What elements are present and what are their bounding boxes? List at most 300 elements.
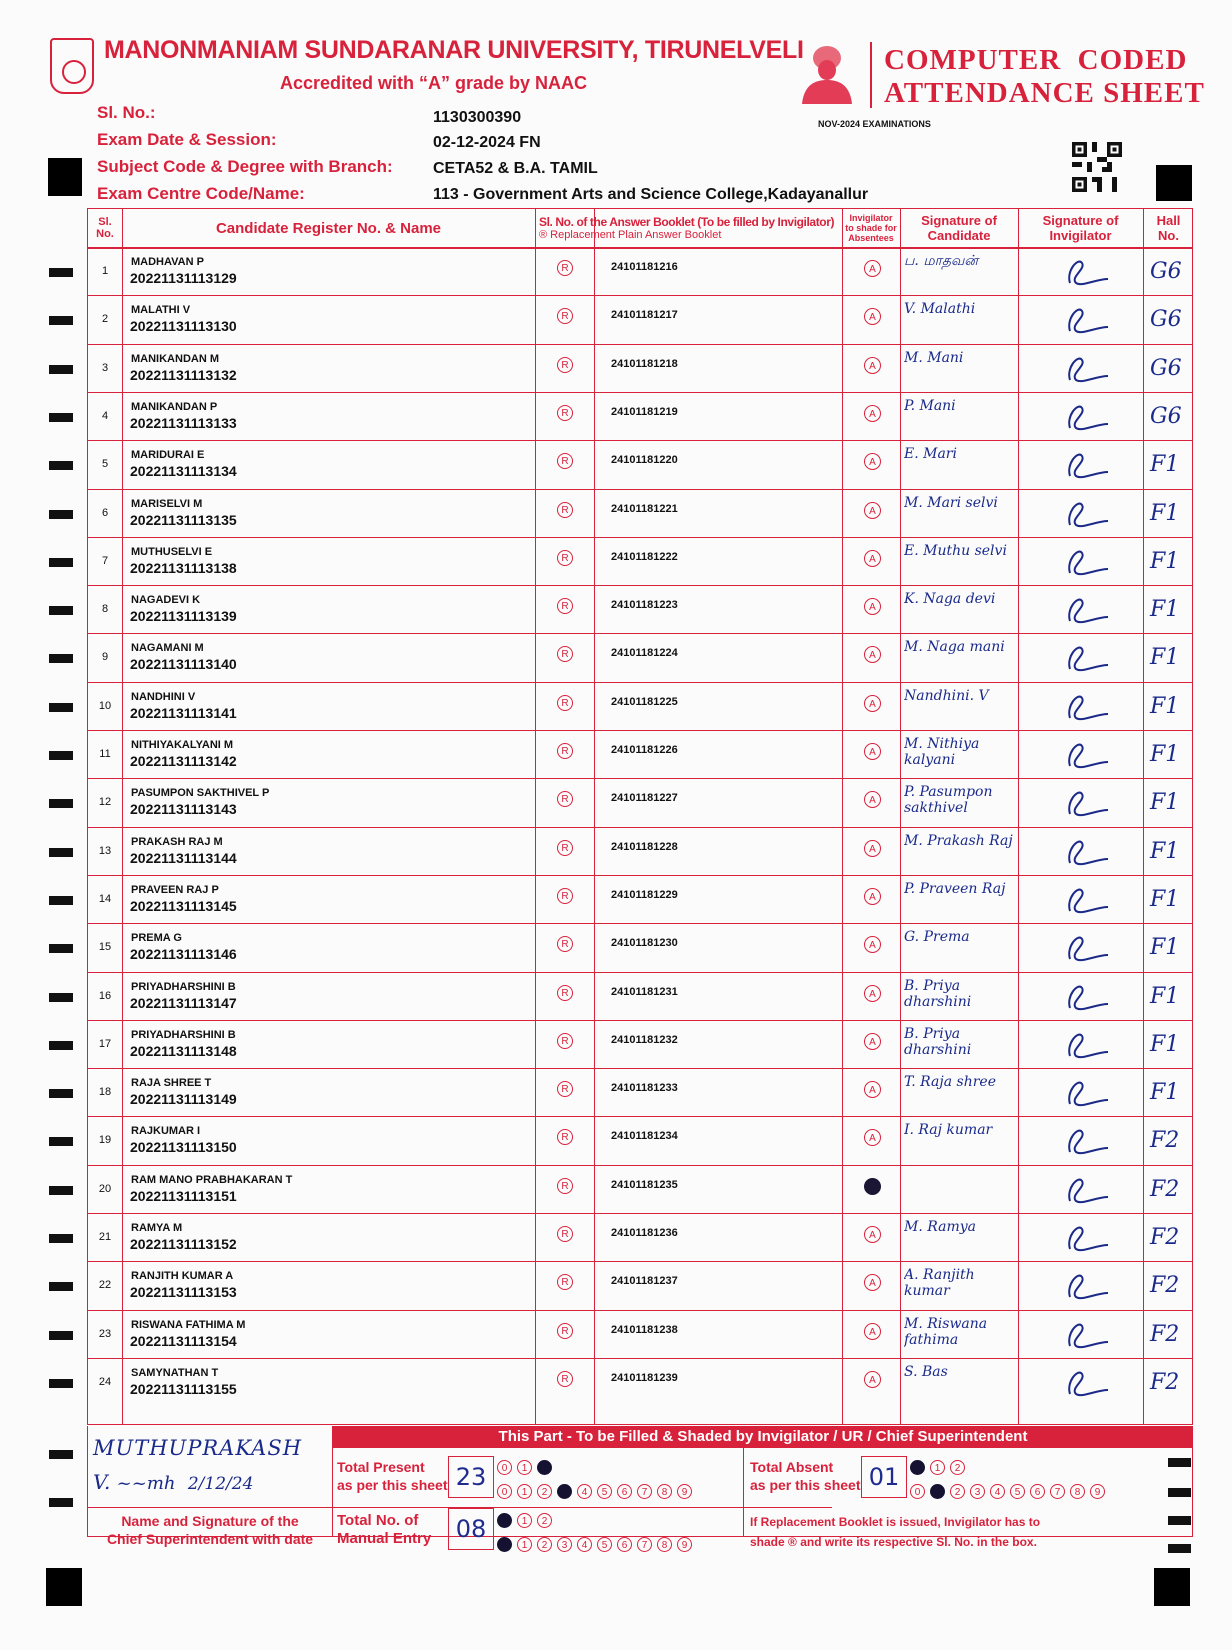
- table-row: [88, 972, 1192, 1020]
- hall-number: F1: [1150, 1031, 1180, 1057]
- candidate-name: PRAVEEN RAJ P: [131, 883, 219, 896]
- candidate-name: MANIKANDAN M: [131, 352, 219, 365]
- register-number: 20221131113151: [130, 1187, 237, 1204]
- row-sl-no: 6: [101, 506, 109, 519]
- absent-bubble[interactable]: [864, 1178, 881, 1195]
- candidate-name: RISWANA FATHIMA M: [131, 1318, 246, 1331]
- candidate-signature: M. Prakash Raj: [904, 832, 1013, 849]
- invigilator-signature-icon: [1056, 1267, 1116, 1303]
- candidate-signature: B. Priya dharshini: [904, 977, 972, 1010]
- candidate-signature: A. Ranjith kumar: [904, 1267, 975, 1300]
- present-units-bubbles[interactable]: 0 1 2 4 5 6 7 8 9: [497, 1482, 697, 1500]
- candidate-signature: P. Mani: [904, 397, 956, 414]
- subject-label: Subject Code & Degree with Branch:: [97, 157, 393, 176]
- table-row: [88, 778, 1192, 826]
- row-sl-no: 13: [98, 844, 112, 857]
- candidate-name: MALATHI V: [131, 304, 191, 317]
- row-sl-no: 16: [98, 989, 112, 1002]
- row-timing-mark: [49, 1450, 73, 1459]
- absent-bubble[interactable]: A: [864, 1129, 881, 1146]
- replacement-bubble[interactable]: R: [557, 357, 573, 373]
- candidate-name: RAMYA M: [131, 1222, 183, 1234]
- replacement-bubble[interactable]: R: [557, 1129, 573, 1145]
- absent-bubble[interactable]: A: [864, 598, 881, 615]
- table-row: [88, 730, 1192, 778]
- absent-bubble[interactable]: A: [864, 888, 881, 905]
- row-timing-mark: [49, 944, 73, 953]
- table-row: [88, 1165, 1192, 1213]
- register-number: 20221131113141: [130, 704, 237, 721]
- absent-bubble[interactable]: A: [864, 1274, 881, 1291]
- row-sl-no: 21: [98, 1231, 112, 1243]
- absent-bubble[interactable]: A: [864, 985, 881, 1002]
- invigilator-signature-icon: [1056, 688, 1116, 724]
- row-timing-mark: [49, 703, 73, 712]
- register-number: 20221131113143: [130, 801, 237, 818]
- register-number: 20221131113150: [130, 1139, 237, 1156]
- invigilator-signature-icon: [1056, 978, 1116, 1014]
- register-number: 20221131113154: [130, 1332, 237, 1349]
- row-sl-no: 1: [101, 265, 109, 277]
- sl-no-value: 1130300390: [433, 109, 522, 126]
- table-row: [88, 344, 1192, 392]
- booklet-number: 24101181223: [611, 599, 678, 612]
- hall-number: F1: [1150, 742, 1180, 767]
- replacement-bubble[interactable]: R: [557, 308, 573, 324]
- row-sl-no: 20: [98, 1182, 112, 1195]
- hall-number: F2: [1150, 1176, 1180, 1202]
- replacement-bubble[interactable]: R: [557, 502, 573, 518]
- candidate-signature: T. Raja shree: [904, 1074, 996, 1091]
- col-header-sl: Sl. No.: [96, 216, 114, 240]
- replacement-bubble[interactable]: R: [557, 743, 573, 759]
- candidate-signature: ப. மாதவன்: [904, 253, 978, 269]
- table-row: [88, 827, 1192, 875]
- row-timing-mark: [49, 1234, 73, 1243]
- register-number: 20221131113130: [130, 318, 237, 335]
- invigilator-signature-icon: [1056, 881, 1116, 917]
- invigilator-signature-icon: [1056, 301, 1116, 337]
- replacement-bubble[interactable]: R: [557, 453, 573, 469]
- invigilator-signature-icon: [1056, 446, 1116, 482]
- row-sl-no: 12: [98, 796, 112, 809]
- booklet-number: 24101181235: [611, 1178, 678, 1191]
- registration-mark: [48, 158, 82, 196]
- manual-units-bubbles[interactable]: 1 2 3 4 5 6 7 8 9: [497, 1535, 697, 1553]
- row-timing-mark: [49, 1041, 73, 1050]
- hall-number: G6: [1150, 307, 1182, 333]
- register-number: 20221131113138: [130, 559, 237, 576]
- table-row: [88, 1310, 1192, 1358]
- row-timing-mark: [49, 993, 73, 1002]
- candidate-name: NAGADEVI K: [131, 594, 201, 607]
- hall-number: F1: [1150, 838, 1180, 864]
- invigilator-signature-icon: [1056, 495, 1116, 531]
- candidate-name: NANDHINI V: [131, 690, 196, 703]
- replacement-bubble[interactable]: R: [557, 1323, 573, 1339]
- accreditation-text: Accredited with “A” grade by NAAC: [280, 73, 588, 93]
- replacement-bubble[interactable]: R: [557, 695, 573, 711]
- exam-date-value: 02-12-2024 FN: [433, 134, 541, 151]
- centre-label: Exam Centre Code/Name:: [97, 184, 305, 203]
- registration-mark: [46, 1568, 82, 1606]
- table-row: [88, 1358, 1192, 1406]
- candidate-signature: P. Pasumpon sakthivel: [904, 784, 993, 817]
- register-number: 20221131113155: [130, 1380, 237, 1397]
- row-sl-no: 8: [101, 603, 109, 616]
- sl-no-label: Sl. No.:: [97, 103, 156, 122]
- absent-bubble[interactable]: A: [864, 1371, 881, 1388]
- register-number: 20221131113135: [130, 511, 237, 528]
- hall-number: F1: [1150, 790, 1180, 816]
- replacement-note: If Replacement Booklet is issued, Invigilator has to shade ® and write its respective Sl. No. in the box.: [750, 1515, 1041, 1549]
- total-present-box[interactable]: 23: [448, 1456, 494, 1498]
- replacement-bubble[interactable]: R: [557, 936, 573, 952]
- register-number: 20221131113134: [130, 463, 237, 480]
- candidate-name: RANJITH KUMAR A: [131, 1270, 234, 1283]
- row-sl-no: 2: [101, 313, 109, 326]
- manual-entry-label: Total No. of Manual Entry: [337, 1512, 432, 1547]
- replacement-bubble[interactable]: R: [557, 1226, 573, 1242]
- absent-bubble[interactable]: A: [864, 840, 881, 857]
- row-timing-mark: [49, 1186, 73, 1195]
- booklet-number: 24101181227: [611, 792, 678, 805]
- absent-bubble[interactable]: A: [864, 260, 881, 277]
- candidate-name: MARIDURAI E: [131, 449, 205, 462]
- absent-tens-bubbles[interactable]: 1 2: [910, 1458, 970, 1476]
- booklet-number: 24101181222: [611, 550, 678, 563]
- candidate-name: RAJA SHREE T: [131, 1077, 212, 1090]
- candidate-name: MADHAVAN P: [131, 256, 204, 268]
- hall-number: F1: [1150, 645, 1180, 671]
- candidate-signature: M. Naga mani: [904, 639, 1005, 656]
- row-sl-no: 7: [101, 554, 109, 567]
- booklet-number: 24101181220: [611, 454, 678, 467]
- candidate-name: SAMYNATHAN T: [131, 1366, 219, 1379]
- invigilator-signature-icon: [1056, 784, 1116, 820]
- hall-number: F1: [1150, 597, 1180, 623]
- invigilator-signature-icon: [1056, 1316, 1116, 1352]
- col-header-hall: Hall No.: [1156, 213, 1181, 243]
- hall-number: F2: [1150, 1369, 1180, 1395]
- row-sl-no: 10: [98, 699, 112, 712]
- booklet-number: 24101181229: [611, 888, 678, 901]
- row-timing-mark: [49, 896, 73, 905]
- table-row: [88, 923, 1192, 971]
- candidate-signature: M. Mani: [904, 349, 964, 366]
- booklet-number: 24101181237: [611, 1275, 678, 1288]
- replacement-bubble[interactable]: R: [557, 1081, 573, 1097]
- absent-bubble[interactable]: A: [864, 405, 881, 422]
- row-timing-mark: [49, 1498, 73, 1507]
- register-number: 20221131113147: [130, 994, 237, 1011]
- table-row: [88, 295, 1192, 343]
- replacement-bubble[interactable]: R: [557, 1274, 573, 1290]
- row-timing-mark: [49, 365, 73, 374]
- invigilator-signature-icon: [1056, 736, 1116, 772]
- chief-superintendent-signature: V. ~~mh 2/12/24: [93, 1470, 254, 1494]
- manual-entry-box[interactable]: 08: [448, 1508, 494, 1550]
- invigilator-signature-icon: [1056, 350, 1116, 386]
- register-number: 20221131113146: [130, 946, 237, 963]
- table-row: [88, 1116, 1192, 1164]
- founder-portrait-icon: [796, 40, 858, 104]
- candidate-signature: K. Naga devi: [904, 591, 996, 608]
- candidate-name: RAJKUMAR I: [131, 1125, 201, 1138]
- booklet-number: 24101181231: [611, 985, 678, 998]
- candidate-name: PRIYADHARSHINI B: [131, 1028, 236, 1041]
- hall-number: F1: [1150, 935, 1180, 961]
- table-row: [88, 489, 1192, 537]
- hall-number: F1: [1150, 983, 1180, 1009]
- table-row: [88, 585, 1192, 633]
- row-timing-mark: [49, 268, 73, 277]
- invigilator-signature-icon: [1056, 833, 1116, 869]
- absent-bubble[interactable]: A: [864, 1323, 881, 1340]
- table-row: [88, 537, 1192, 585]
- replacement-bubble[interactable]: R: [557, 598, 573, 614]
- qr-code-icon: [1072, 142, 1122, 192]
- hall-number: F2: [1150, 1128, 1180, 1154]
- absent-bubble[interactable]: A: [864, 1226, 881, 1243]
- candidate-signature: M. Riswana fathima: [904, 1315, 988, 1348]
- table-row: [88, 633, 1192, 681]
- register-number: 20221131113144: [130, 849, 237, 866]
- invigilator-signature-icon: [1056, 1219, 1116, 1255]
- absent-bubble[interactable]: A: [864, 550, 881, 567]
- row-timing-mark: [49, 848, 73, 857]
- booklet-number: 24101181217: [611, 309, 678, 322]
- absent-bubble[interactable]: A: [864, 357, 881, 374]
- row-timing-mark: [49, 606, 73, 615]
- candidate-signature: P. Praveen Raj: [904, 880, 1006, 897]
- row-timing-mark: [49, 799, 73, 808]
- candidate-name: MANIKANDAN P: [131, 400, 218, 413]
- booklet-number: 24101181238: [611, 1323, 678, 1336]
- candidate-signature: E. Mari: [904, 446, 957, 463]
- candidate-signature: E. Muthu selvi: [904, 542, 1007, 559]
- candidate-signature: M. Nithiya kalyani: [904, 736, 980, 768]
- table-row: [88, 440, 1192, 488]
- absent-bubble[interactable]: A: [864, 308, 881, 325]
- booklet-number: 24101181226: [611, 744, 678, 756]
- exam-series: NOV-2024 EXAMINATIONS: [818, 119, 931, 129]
- hall-number: F1: [1150, 452, 1180, 478]
- hall-number: F1: [1150, 1080, 1180, 1106]
- col-header-absentees: Invigilator to shade for Absentees: [845, 213, 897, 243]
- absent-bubble[interactable]: A: [864, 646, 881, 663]
- total-absent-box[interactable]: 01: [861, 1456, 907, 1498]
- hall-number: F1: [1150, 693, 1180, 719]
- replacement-bubble[interactable]: R: [557, 550, 573, 566]
- row-sl-no: 14: [98, 892, 112, 905]
- row-sl-no: 9: [101, 651, 109, 664]
- row-sl-no: 15: [98, 941, 112, 954]
- absent-units-bubbles[interactable]: 0 2 3 4 5 6 7 8 9: [910, 1482, 1110, 1500]
- booklet-number: 24101181224: [611, 647, 678, 660]
- booklet-number: 24101181236: [611, 1227, 678, 1239]
- attendance-table: [87, 208, 1193, 1425]
- hall-number: F2: [1150, 1321, 1180, 1347]
- absent-bubble[interactable]: A: [864, 453, 881, 470]
- subject-value: CETA52 & B.A. TAMIL: [433, 160, 598, 177]
- booklet-number: 24101181221: [611, 502, 678, 515]
- col-header-candidate: Candidate Register No. & Name: [215, 219, 442, 237]
- hall-number: F1: [1150, 500, 1180, 526]
- candidate-name: MARISELVI M: [131, 497, 203, 510]
- register-number: 20221131113139: [130, 608, 237, 625]
- manual-tens-bubbles[interactable]: 1 2: [497, 1511, 557, 1529]
- absent-bubble[interactable]: A: [864, 502, 881, 519]
- register-number: 20221131113148: [130, 1042, 237, 1059]
- booklet-number: 24101181216: [611, 261, 678, 273]
- table-row: [88, 247, 1192, 295]
- candidate-name: PASUMPON SAKTHIVEL P: [131, 787, 270, 800]
- row-sl-no: 22: [98, 1279, 112, 1292]
- table-row: [88, 1261, 1192, 1309]
- invigilator-signature-icon: [1056, 1026, 1116, 1062]
- centre-value: 113 - Government Arts and Science College,Kadayanallur: [433, 186, 869, 203]
- row-sl-no: 4: [101, 409, 109, 422]
- replacement-bubble[interactable]: R: [557, 1371, 573, 1387]
- row-timing-mark: [49, 1379, 73, 1388]
- replacement-bubble[interactable]: R: [557, 1178, 573, 1194]
- row-sl-no: 23: [98, 1327, 112, 1340]
- invigilator-signature-icon: [1056, 1122, 1116, 1158]
- booklet-number: 24101181232: [611, 1033, 678, 1046]
- replacement-bubble[interactable]: R: [557, 260, 573, 276]
- row-sl-no: 5: [101, 458, 109, 471]
- booklet-number: 24101181239: [611, 1371, 678, 1384]
- hall-number: F1: [1150, 548, 1180, 574]
- university-logo: [50, 38, 94, 94]
- candidate-signature: M. Mari selvi: [904, 494, 998, 511]
- row-sl-no: 18: [98, 1086, 112, 1099]
- chief-signature-date: 2/12/24: [187, 1474, 254, 1494]
- present-tens-bubbles[interactable]: 0 1: [497, 1458, 557, 1476]
- header-divider: [870, 42, 872, 108]
- invigilator-signature-icon: [1056, 639, 1116, 675]
- sheet-title: [884, 44, 1205, 110]
- register-number: 20221131113149: [130, 1091, 237, 1108]
- candidate-name: PRAKASH RAJ M: [131, 835, 223, 848]
- registration-mark: [1154, 1568, 1190, 1606]
- absent-bubble[interactable]: A: [864, 1033, 881, 1050]
- invigilator-signature-icon: [1056, 1364, 1116, 1400]
- absent-bubble[interactable]: A: [864, 1081, 881, 1098]
- chief-superintendent-name: MUTHUPRAKASH: [93, 1436, 303, 1460]
- chief-label: Name and Signature of the Chief Superintendent with date: [106, 1513, 314, 1547]
- invigilator-signature-icon: [1056, 591, 1116, 627]
- row-timing-mark: [49, 1331, 73, 1340]
- hall-number: G6: [1150, 403, 1182, 429]
- replacement-bubble[interactable]: R: [557, 646, 573, 662]
- candidate-signature: I. Raj kumar: [904, 1122, 993, 1139]
- footer-timing-mark: [1168, 1544, 1191, 1553]
- row-sl-no: 11: [99, 748, 111, 760]
- booklet-number: 24101181228: [611, 840, 678, 853]
- candidate-name: MUTHUSELVI E: [131, 545, 213, 558]
- replacement-bubble[interactable]: R: [557, 888, 573, 904]
- university-name: MANONMANIAM SUNDARANAR UNIVERSITY, TIRUNELVELI: [104, 36, 804, 64]
- candidate-signature: S. Bas: [904, 1363, 948, 1380]
- register-number: 20221131113152: [130, 1236, 237, 1252]
- candidate-signature: V. Malathi: [904, 301, 976, 318]
- row-sl-no: 17: [98, 1037, 112, 1050]
- replacement-bubble[interactable]: R: [557, 840, 573, 856]
- absent-bubble[interactable]: A: [864, 936, 881, 953]
- total-present-label: Total Present as per this sheet: [337, 1459, 448, 1493]
- registration-mark: [1156, 165, 1192, 201]
- row-timing-mark: [49, 1089, 73, 1098]
- booklet-number: 24101181218: [611, 357, 678, 370]
- candidate-signature: [904, 1171, 1016, 1211]
- register-number: 20221131113142: [130, 753, 237, 769]
- replacement-bubble[interactable]: R: [557, 405, 573, 421]
- candidate-name: PREMA G: [131, 932, 182, 945]
- replacement-bubble[interactable]: R: [557, 791, 573, 807]
- table-row: [88, 1020, 1192, 1068]
- booklet-number: 24101181219: [611, 405, 678, 418]
- row-timing-mark: [49, 1137, 73, 1146]
- table-row: [88, 392, 1192, 440]
- candidate-signature: Nandhini. V: [904, 687, 989, 704]
- sheet-title-line-2: ATTENDANCE SHEET: [884, 77, 1205, 109]
- row-timing-mark: [49, 461, 73, 470]
- row-sl-no: 24: [98, 1375, 112, 1388]
- replacement-bubble[interactable]: R: [557, 1033, 573, 1049]
- hall-number: F2: [1150, 1273, 1180, 1299]
- sheet-title-line-1: COMPUTER CODED: [884, 44, 1188, 76]
- footer-band: This Part - To be Filled & Shaded by Invigilator / UR / Chief Superintendent: [333, 1426, 1193, 1448]
- row-timing-mark: [49, 751, 73, 760]
- row-sl-no: 3: [101, 361, 109, 374]
- exam-date-label: Exam Date & Session:: [97, 130, 277, 149]
- booklet-number: 24101181234: [611, 1130, 678, 1143]
- register-number: 20221131113145: [130, 897, 237, 914]
- hall-number: F1: [1150, 886, 1180, 912]
- row-timing-mark: [49, 1282, 73, 1291]
- invigilator-signature-icon: [1056, 929, 1116, 965]
- register-number: 20221131113132: [130, 366, 237, 383]
- booklet-number: 24101181233: [611, 1082, 678, 1095]
- table-row: [88, 682, 1192, 730]
- col-header-booklet: Sl. No. of the Answer Booklet (To be filled by Invigilator) ® Replacement Plain Answer Booklet: [539, 215, 835, 241]
- booklet-number: 24101181225: [611, 695, 678, 708]
- table-row: [88, 1068, 1192, 1116]
- candidate-name: NITHIYAKALYANI M: [131, 739, 234, 751]
- hall-number: F2: [1150, 1225, 1180, 1250]
- total-absent-label: Total Absent as per this sheet: [750, 1459, 861, 1493]
- row-timing-mark: [49, 316, 73, 325]
- col-header-sig-candidate: Signature of Candidate: [921, 213, 997, 243]
- candidate-signature: B. Priya dharshini: [904, 1025, 972, 1058]
- col-header-sig-invigilator: Signature of Invigilator: [1042, 213, 1119, 243]
- absent-bubble[interactable]: A: [864, 743, 881, 760]
- invigilator-signature-icon: [1056, 1074, 1116, 1110]
- replacement-bubble[interactable]: R: [557, 985, 573, 1001]
- table-row: [88, 1213, 1192, 1261]
- absent-bubble[interactable]: A: [864, 695, 881, 712]
- row-timing-mark: [49, 413, 73, 422]
- register-number: 20221131113129: [130, 270, 237, 286]
- absent-bubble[interactable]: A: [864, 791, 881, 808]
- candidate-signature: M. Ramya: [904, 1219, 976, 1235]
- invigilator-signature-icon: [1056, 398, 1116, 434]
- invigilator-signature-icon: [1056, 543, 1116, 579]
- row-sl-no: 19: [98, 1134, 112, 1147]
- candidate-name: NAGAMANI M: [131, 642, 204, 655]
